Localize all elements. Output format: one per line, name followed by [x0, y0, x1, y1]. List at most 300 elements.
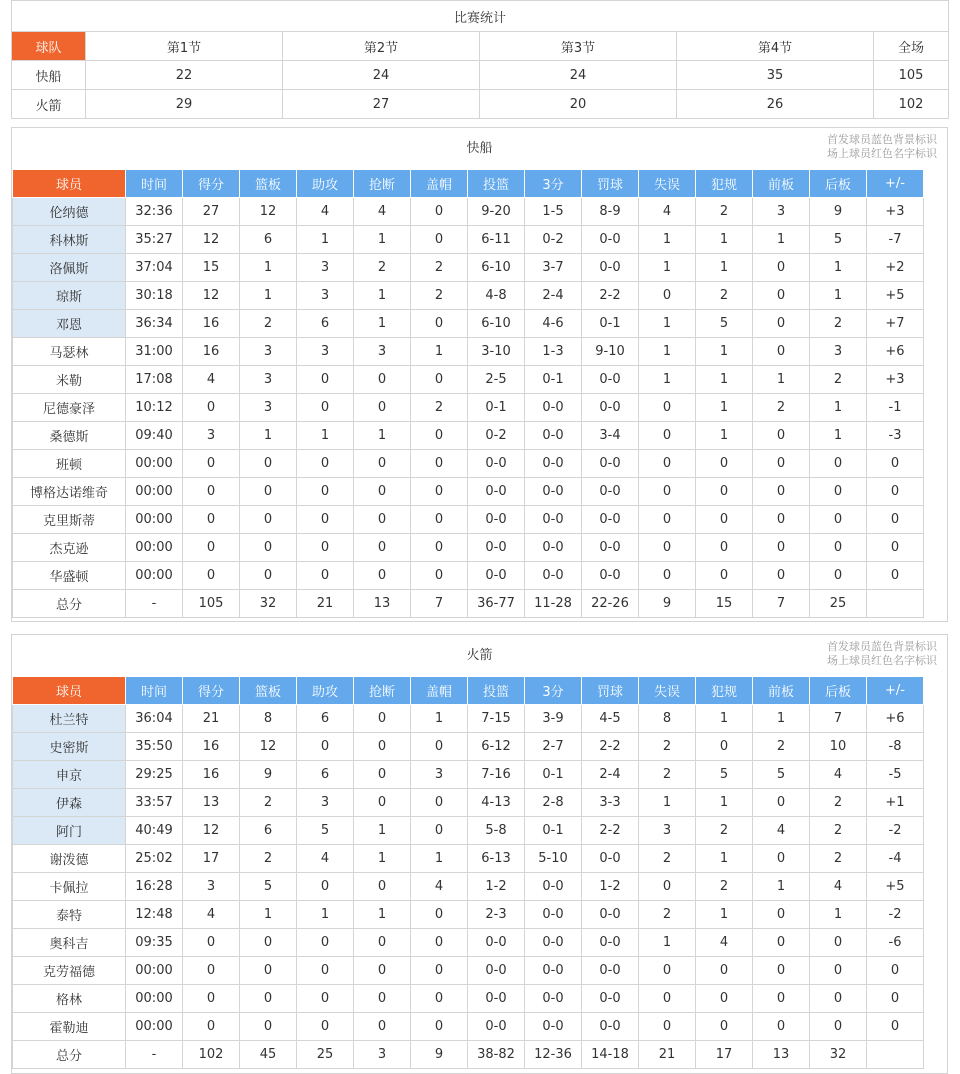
stat-cell: 2 [696, 873, 753, 901]
total-cell: 13 [354, 590, 411, 618]
stat-cell: 2-4 [582, 761, 639, 789]
stat-cell: 0-0 [582, 985, 639, 1013]
player-name: 谢泼德 [13, 845, 126, 873]
total-cell: - [126, 1041, 183, 1069]
stat-cell: 1 [753, 705, 810, 733]
stat-cell: 0 [867, 562, 924, 590]
total-cell: 7 [411, 590, 468, 618]
total-cell: 9 [639, 590, 696, 618]
stat-cell: 0-0 [468, 562, 525, 590]
stat-cell: 0 [753, 929, 810, 957]
player-name: 申京 [13, 761, 126, 789]
stat-cell: 9-10 [582, 338, 639, 366]
stat-cell: 1 [411, 845, 468, 873]
stat-cell: 4 [810, 761, 867, 789]
column-header: 失误 [639, 677, 696, 705]
stat-cell: 0 [354, 733, 411, 761]
column-header: 抢断 [354, 170, 411, 198]
player-row [13, 817, 924, 845]
stat-cell: 1 [411, 705, 468, 733]
stat-cell: 1 [354, 901, 411, 929]
column-header: 犯规 [696, 170, 753, 198]
stat-cell: 6-12 [468, 733, 525, 761]
stat-cell: 0 [411, 198, 468, 226]
stat-cell: 2 [696, 198, 753, 226]
stat-cell: 1-5 [525, 198, 582, 226]
player-name: 克里斯蒂 [13, 506, 126, 534]
stat-cell: 5 [696, 310, 753, 338]
stat-cell: 2 [810, 310, 867, 338]
total-cell: 11-28 [525, 590, 582, 618]
column-header: 篮板 [240, 677, 297, 705]
stat-cell: 0 [867, 506, 924, 534]
column-header: 犯规 [696, 677, 753, 705]
stat-cell: -3 [867, 422, 924, 450]
total-cell: 25 [297, 1041, 354, 1069]
stat-cell: 1 [639, 338, 696, 366]
stat-cell: 2 [411, 254, 468, 282]
stat-cell: 1 [297, 901, 354, 929]
stat-cell: 35:50 [126, 733, 183, 761]
player-row [13, 789, 924, 817]
stat-cell: 0 [867, 985, 924, 1013]
stat-cell: 0 [411, 506, 468, 534]
stat-cell: 6-13 [468, 845, 525, 873]
stat-cell: 32:36 [126, 198, 183, 226]
stat-cell: +7 [867, 310, 924, 338]
stat-cell: 0-0 [582, 366, 639, 394]
stat-cell: 4-6 [525, 310, 582, 338]
player-name: 桑德斯 [13, 422, 126, 450]
column-header: 前板 [753, 170, 810, 198]
player-row [13, 282, 924, 310]
player-name: 华盛顿 [13, 562, 126, 590]
player-name: 班顿 [13, 450, 126, 478]
stat-cell: +5 [867, 873, 924, 901]
stat-cell: 0-0 [582, 1013, 639, 1041]
score-team-name: 快船 [12, 61, 86, 90]
stat-cell: 4 [183, 901, 240, 929]
column-header: 失误 [639, 170, 696, 198]
stat-cell: 0 [354, 761, 411, 789]
stat-cell: 4 [639, 198, 696, 226]
total-cell: 3 [354, 1041, 411, 1069]
stat-cell: 8 [639, 705, 696, 733]
stat-cell: -7 [867, 226, 924, 254]
total-label: 总分 [13, 590, 126, 618]
score-cell: 24 [283, 61, 480, 90]
stat-cell: 17:08 [126, 366, 183, 394]
stat-cell: 2-8 [525, 789, 582, 817]
stat-cell: 5 [696, 761, 753, 789]
column-header: 罚球 [582, 170, 639, 198]
stat-cell: 0 [696, 985, 753, 1013]
stat-cell: 1 [354, 226, 411, 254]
stat-cell: 0 [297, 733, 354, 761]
stat-cell: 0 [696, 478, 753, 506]
stat-cell: 4-13 [468, 789, 525, 817]
stat-cell: 12 [183, 817, 240, 845]
stat-cell: 4 [183, 366, 240, 394]
stat-cell: 6 [297, 761, 354, 789]
boxscore-header-row [13, 677, 924, 705]
stat-cell: 12 [183, 226, 240, 254]
stat-cell: 5 [240, 873, 297, 901]
total-cell: 21 [297, 590, 354, 618]
stat-cell: 4-8 [468, 282, 525, 310]
rockets-boxscore [11, 634, 948, 1074]
stat-cell: +2 [867, 254, 924, 282]
total-cell: 32 [240, 590, 297, 618]
stat-cell: 2 [639, 761, 696, 789]
stat-cell: 0 [639, 422, 696, 450]
stat-cell: 36:34 [126, 310, 183, 338]
stat-cell: 0 [639, 562, 696, 590]
stat-cell: 0-0 [582, 534, 639, 562]
total-cell [867, 590, 924, 618]
column-header: 抢断 [354, 677, 411, 705]
stat-cell: -2 [867, 817, 924, 845]
column-header: 后板 [810, 677, 867, 705]
stat-cell: 4 [411, 873, 468, 901]
stat-cell: 0 [297, 957, 354, 985]
stat-cell: 0 [354, 705, 411, 733]
stat-cell: 1 [639, 789, 696, 817]
player-name: 奥科吉 [13, 929, 126, 957]
column-header: 罚球 [582, 677, 639, 705]
stat-cell: 8-9 [582, 198, 639, 226]
player-row [13, 901, 924, 929]
stat-cell: 00:00 [126, 478, 183, 506]
stat-cell: 0 [240, 1013, 297, 1041]
stat-cell: 3 [753, 198, 810, 226]
stat-cell: 16 [183, 338, 240, 366]
stat-cell: 0 [753, 254, 810, 282]
score-table-title: 比赛统计 [12, 1, 949, 32]
player-row [13, 338, 924, 366]
stat-cell: 15 [183, 254, 240, 282]
player-name: 尼德豪泽 [13, 394, 126, 422]
stat-cell: 6-10 [468, 254, 525, 282]
stat-cell: 0 [411, 534, 468, 562]
score-row [12, 90, 949, 119]
stat-cell: 4 [753, 817, 810, 845]
stat-cell: 2 [753, 733, 810, 761]
stat-cell: 0 [411, 901, 468, 929]
stat-cell: 0 [696, 733, 753, 761]
stat-cell: 2 [696, 282, 753, 310]
stat-cell: 5 [810, 226, 867, 254]
stat-cell: 1 [696, 394, 753, 422]
stat-cell: 0-0 [468, 1013, 525, 1041]
player-name: 马瑟林 [13, 338, 126, 366]
stat-cell: 3-9 [525, 705, 582, 733]
stat-cell: 3 [297, 338, 354, 366]
stat-cell: 0-0 [525, 562, 582, 590]
stat-cell: -8 [867, 733, 924, 761]
player-row [13, 534, 924, 562]
stat-cell: 36:04 [126, 705, 183, 733]
stat-cell: 0 [183, 534, 240, 562]
score-cell: 20 [480, 90, 677, 119]
stat-cell: 1 [354, 282, 411, 310]
stat-cell: 0-0 [525, 506, 582, 534]
stat-cell: 0-0 [582, 506, 639, 534]
total-label: 总分 [13, 1041, 126, 1069]
stat-cell: 1 [696, 789, 753, 817]
stat-cell: 0-1 [468, 394, 525, 422]
stat-cell: 0 [297, 873, 354, 901]
stat-cell: 0 [183, 957, 240, 985]
player-row [13, 562, 924, 590]
stat-cell: 0 [867, 1013, 924, 1041]
column-header: 助攻 [297, 170, 354, 198]
player-row [13, 761, 924, 789]
legend-note [827, 640, 937, 668]
stat-cell: 0-0 [582, 562, 639, 590]
stat-cell: 5-10 [525, 845, 582, 873]
stat-cell: 1 [297, 226, 354, 254]
stat-cell: 0-1 [582, 310, 639, 338]
stat-cell: 0-2 [468, 422, 525, 450]
column-header: 助攻 [297, 677, 354, 705]
stat-cell: 2 [240, 789, 297, 817]
stat-cell: 0-0 [525, 422, 582, 450]
stat-cell: 2 [639, 845, 696, 873]
stat-cell: 0 [810, 478, 867, 506]
score-cell: 26 [677, 90, 874, 119]
stat-cell: 0 [411, 1013, 468, 1041]
column-header: 球员 [13, 677, 126, 705]
stat-cell: 0 [411, 985, 468, 1013]
stat-cell: 1-2 [582, 873, 639, 901]
stat-cell: 1 [354, 310, 411, 338]
stat-cell: 9 [240, 761, 297, 789]
stat-cell: 0 [183, 1013, 240, 1041]
stat-cell: 0 [753, 478, 810, 506]
stat-cell: 7 [810, 705, 867, 733]
stat-cell: 2-3 [468, 901, 525, 929]
column-header: +/- [867, 170, 924, 198]
player-row [13, 254, 924, 282]
stat-cell: 3-10 [468, 338, 525, 366]
stat-cell: 0-2 [525, 226, 582, 254]
stat-cell: 0 [639, 873, 696, 901]
stat-cell: 1 [354, 422, 411, 450]
stat-cell: 0-0 [525, 901, 582, 929]
stat-cell: 4 [297, 845, 354, 873]
total-row [13, 590, 924, 618]
stat-cell: 0-0 [525, 929, 582, 957]
stat-cell: 0-0 [468, 478, 525, 506]
stat-cell: 1 [810, 282, 867, 310]
stat-cell: 0 [354, 562, 411, 590]
total-cell: 45 [240, 1041, 297, 1069]
player-row [13, 733, 924, 761]
stat-cell: 2 [810, 366, 867, 394]
total-cell: 105 [183, 590, 240, 618]
stat-cell: 2-2 [582, 817, 639, 845]
stat-cell: 0 [753, 1013, 810, 1041]
stat-cell: 9-20 [468, 198, 525, 226]
boxscore-team-name: 快船 [466, 141, 493, 156]
stat-cell: 5 [297, 817, 354, 845]
stat-cell: 6 [240, 817, 297, 845]
column-header: 盖帽 [411, 170, 468, 198]
stat-cell: 0 [696, 957, 753, 985]
stat-cell: 0 [753, 282, 810, 310]
stat-cell: 2 [240, 845, 297, 873]
stat-cell: 1 [354, 817, 411, 845]
stat-cell: 0 [810, 506, 867, 534]
stat-cell: 0 [639, 450, 696, 478]
stat-cell: 0 [639, 985, 696, 1013]
stat-cell: 2 [411, 394, 468, 422]
stat-cell: 0 [183, 478, 240, 506]
stat-cell: 00:00 [126, 985, 183, 1013]
stat-cell: 0 [810, 985, 867, 1013]
player-row [13, 226, 924, 254]
stat-cell: 0 [753, 506, 810, 534]
stat-cell: 0 [240, 534, 297, 562]
stat-cell: 2 [354, 254, 411, 282]
stat-cell: 1 [810, 901, 867, 929]
stat-cell: 1 [354, 845, 411, 873]
stat-cell: 0 [411, 478, 468, 506]
stat-cell: 0 [354, 394, 411, 422]
stat-cell: 0 [753, 845, 810, 873]
boxscore-team-name: 火箭 [466, 648, 493, 663]
stat-cell: 0 [240, 562, 297, 590]
stat-cell: 0 [753, 310, 810, 338]
player-row [13, 506, 924, 534]
stat-cell: 1 [639, 226, 696, 254]
total-cell: 7 [753, 590, 810, 618]
score-cell: 29 [86, 90, 283, 119]
stat-cell: 00:00 [126, 957, 183, 985]
stat-cell: 0 [354, 478, 411, 506]
total-cell: 36-77 [468, 590, 525, 618]
stat-cell: 3 [354, 338, 411, 366]
column-header: 时间 [126, 677, 183, 705]
stat-cell: 3 [639, 817, 696, 845]
legend-note-starter: 首发球员蓝色背景标识 [827, 133, 937, 146]
stat-cell: 10:12 [126, 394, 183, 422]
stat-cell: 2-7 [525, 733, 582, 761]
stat-cell: 35:27 [126, 226, 183, 254]
stat-cell: 00:00 [126, 534, 183, 562]
stat-cell: 0-0 [525, 1013, 582, 1041]
stat-cell: 0 [411, 957, 468, 985]
stat-cell: 0 [411, 789, 468, 817]
player-row [13, 310, 924, 338]
stat-cell: 0-0 [582, 226, 639, 254]
player-name: 霍勒迪 [13, 1013, 126, 1041]
player-name: 杜兰特 [13, 705, 126, 733]
stat-cell: 0 [810, 562, 867, 590]
stat-cell: 17 [183, 845, 240, 873]
boxscore-header-row [13, 170, 924, 198]
player-row [13, 198, 924, 226]
stat-cell: 0 [297, 985, 354, 1013]
score-header-q3: 第3节 [480, 32, 677, 61]
stat-cell: 0 [639, 534, 696, 562]
stat-cell: 3 [810, 338, 867, 366]
stat-cell: 0 [354, 957, 411, 985]
stat-cell: +3 [867, 198, 924, 226]
stat-cell: 0 [411, 929, 468, 957]
stat-cell: 0 [639, 394, 696, 422]
stat-cell: 16:28 [126, 873, 183, 901]
player-row [13, 450, 924, 478]
stat-cell: 0-0 [525, 478, 582, 506]
score-cell: 24 [480, 61, 677, 90]
player-row [13, 394, 924, 422]
stat-cell: 0 [867, 450, 924, 478]
stat-cell: 0 [354, 985, 411, 1013]
stat-cell: 2-4 [525, 282, 582, 310]
stat-cell: 3 [240, 366, 297, 394]
stat-cell: 0 [810, 1013, 867, 1041]
score-header-q1: 第1节 [86, 32, 283, 61]
stat-cell: 2 [411, 282, 468, 310]
stat-cell: +6 [867, 338, 924, 366]
stat-cell: 3 [297, 789, 354, 817]
boxscore-table [12, 169, 924, 618]
stat-cell: 3-4 [582, 422, 639, 450]
stat-cell: 0 [354, 1013, 411, 1041]
legend-note [827, 133, 937, 161]
stat-cell: 0 [240, 478, 297, 506]
stat-cell: 0 [354, 506, 411, 534]
stat-cell: 16 [183, 310, 240, 338]
stat-cell: 8 [240, 705, 297, 733]
stat-cell: 0 [297, 534, 354, 562]
stat-cell: 0 [753, 534, 810, 562]
stat-cell: 2-5 [468, 366, 525, 394]
player-row [13, 1013, 924, 1041]
stat-cell: 0 [810, 450, 867, 478]
stat-cell: 27 [183, 198, 240, 226]
stat-cell: 1 [696, 705, 753, 733]
player-row [13, 705, 924, 733]
total-cell: 32 [810, 1041, 867, 1069]
player-row [13, 478, 924, 506]
stat-cell: -2 [867, 901, 924, 929]
stat-cell: 1 [411, 338, 468, 366]
stat-cell: 2-2 [582, 282, 639, 310]
stat-cell: 09:35 [126, 929, 183, 957]
player-row [13, 422, 924, 450]
stat-cell: 2 [810, 817, 867, 845]
player-name: 洛佩斯 [13, 254, 126, 282]
stat-cell: 0 [867, 957, 924, 985]
total-cell: 13 [753, 1041, 810, 1069]
column-header: 盖帽 [411, 677, 468, 705]
stat-cell: 0 [867, 478, 924, 506]
stat-cell: 0 [639, 506, 696, 534]
stat-cell: +3 [867, 366, 924, 394]
stat-cell: 31:00 [126, 338, 183, 366]
total-cell: 9 [411, 1041, 468, 1069]
stat-cell: 1 [240, 254, 297, 282]
column-header: 得分 [183, 677, 240, 705]
stat-cell: 0-0 [582, 254, 639, 282]
stat-cell: 0-0 [582, 478, 639, 506]
stat-cell: 3 [183, 873, 240, 901]
player-row [13, 957, 924, 985]
stat-cell: 2 [639, 733, 696, 761]
